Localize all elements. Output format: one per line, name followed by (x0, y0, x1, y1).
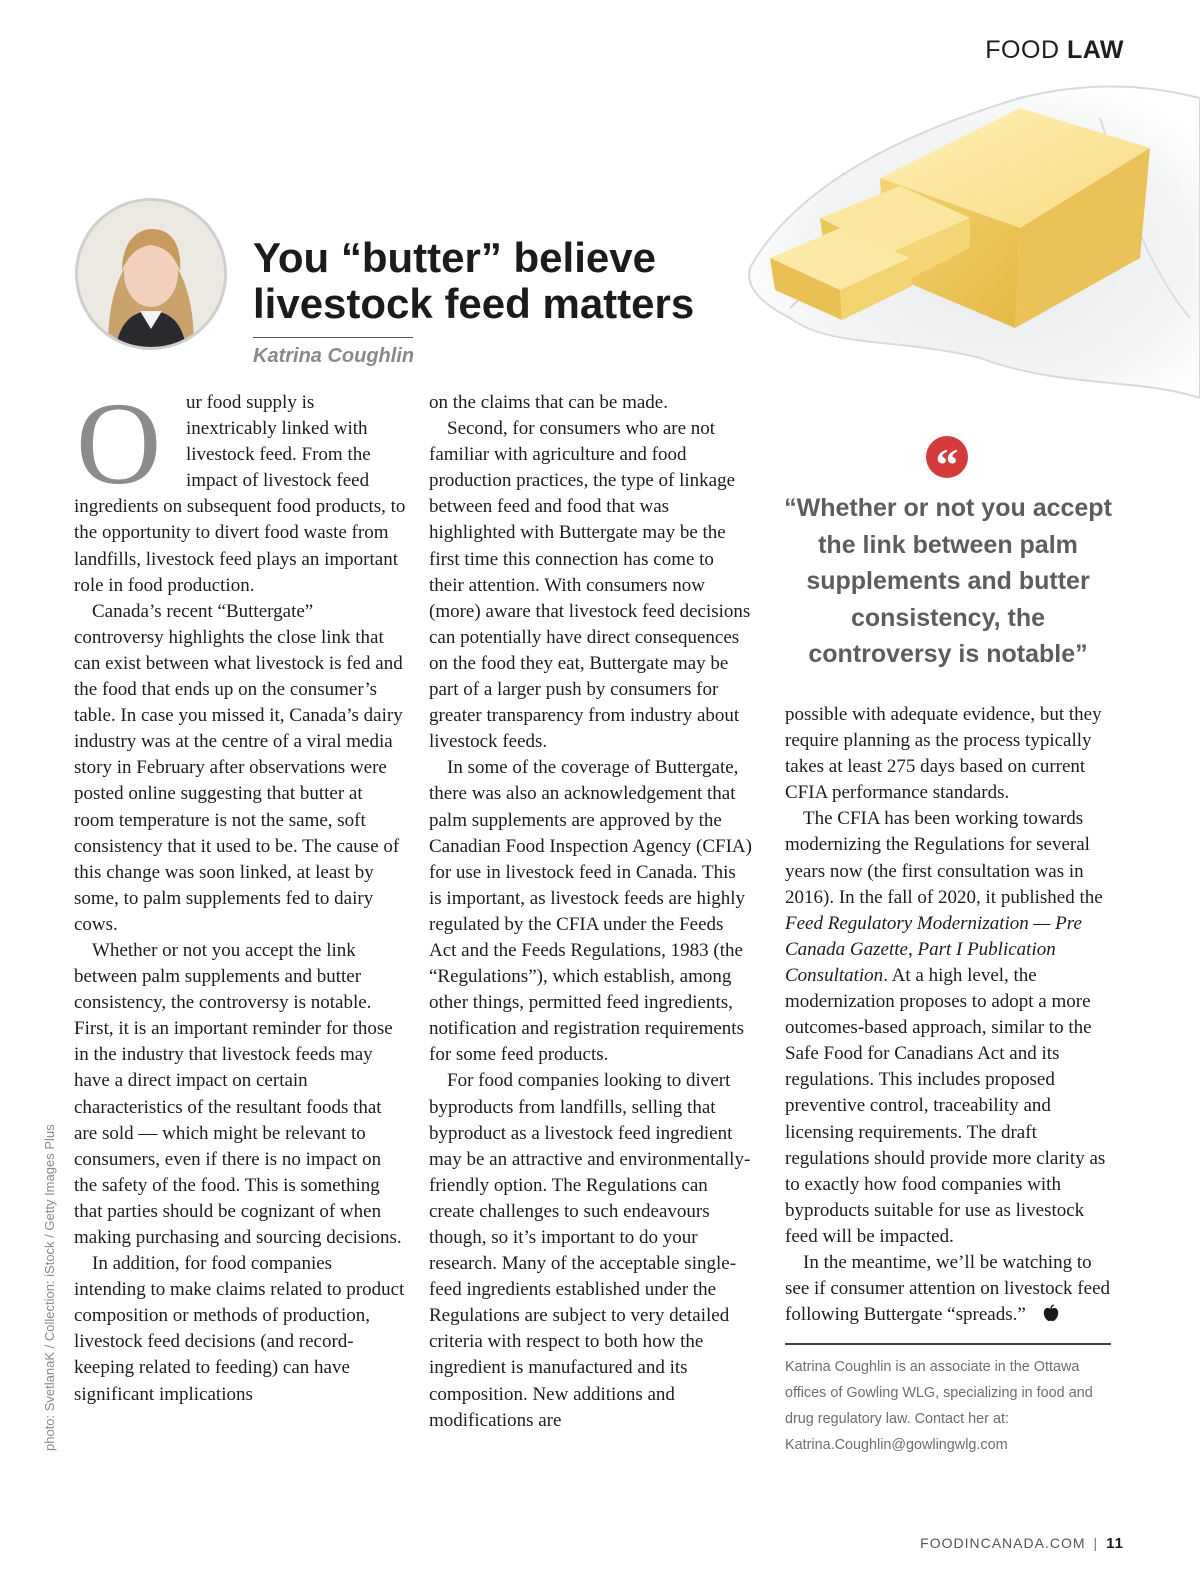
article-title: You “butter” believe livestock feed matters (253, 234, 695, 327)
bio-divider (785, 1343, 1111, 1345)
author-bio: Katrina Coughlin is an associate in the Ottawa offices of Gowling WLG, specializing in food and drug regulatory law. Contact her at: Katrina.Coughlin@gowlingwlg.com (785, 1359, 1093, 1453)
paragraph: Canada’s recent “Buttergate” controversy highlights the close link that can exist between what livestock is fed and the food that ends up on the consumer’s table. In case you missed it, Canada’s dairy industry was at the centre of a viral media story in February after observations were posted online suggesting that butter at room temperature is not the same, soft consistency that it used to be. The cause of this change was soon linked, at least by some, to palm supplements fed to dairy cows. (74, 600, 403, 935)
paragraph: possible with adequate evidence, but they require planning as the process typically takes at least 275 days based on current CFIA performance standards. (785, 704, 1102, 804)
page-footer (920, 1535, 1124, 1552)
quote-mark-icon: “ (926, 436, 968, 478)
section-label-prefix: FOOD (985, 36, 1060, 64)
paragraph-text: The CFIA has been working towards modernizing the Regulations for several years now (the first consultation was in 2016). In the fall of 2020, it published the (785, 808, 1103, 908)
pull-quote: “Whether or not you accept the link between palm supplements and butter consistency, the controversy is notable” (784, 494, 1112, 668)
paragraph-text: In the meantime, we’ll be watching to see if consumer attention on livestock feed following Buttergate “spreads.” (785, 1251, 1111, 1326)
site-name: FOODINCANADA.COM (920, 1535, 1086, 1551)
paragraph: Second, for consumers who are not familiar with agriculture and food production practices, the type of linkage between feed and food that was highlighted with Buttergate may be the first time this connection has come to their attention. With consumers now (more) aware that livestock feed decisions can potentially have direct consequences on the food they eat, Buttergate may be part of a larger push by consumers for greater transparency from industry about livestock feeds. (429, 418, 751, 753)
apple-icon (1042, 1304, 1060, 1322)
page-number: 11 (1106, 1535, 1124, 1552)
article-column-2 (429, 390, 753, 1434)
publication-title: Feed Regulatory Modernization — Pre Canada Gazette, Part I Publication Consultation (785, 912, 1082, 986)
paragraph: For food companies looking to divert byproducts from landfills, selling that byproduct as a livestock feed ingredient may be an attractive and environmentally-friendly option. The Regulations can create challenges to such endeavours though, so it’s important to do your research. Many of the acceptable single-feed ingredients established under the Regulations are subject to very detailed criteria with respect to both how the ingredient is manufactured and its composition. New additions and modifications are (429, 1070, 751, 1431)
title-divider (253, 337, 413, 338)
article-column-3 (785, 702, 1110, 1328)
paragraph-text: ur food supply is inextricably linked with livestock feed. From the impact of livestock feed ingredients on subsequent food products, to the opportunity to divert food waste from landfills, livestock feed plays an important role in food production. (74, 392, 406, 596)
section-label-bold: LAW (1066, 36, 1124, 64)
article-column-1 (74, 378, 406, 1408)
paragraph: on the claims that can be made. (429, 392, 668, 413)
author-portrait (75, 198, 227, 350)
paragraph: In addition, for food companies intending to make claims related to product composition or methods of production, livestock feed decisions (and record-keeping related to feeding) can have significant implications (74, 1253, 405, 1405)
photo-credit: photo: SvetlanaK / Collection: iStock / Getty Images Plus (42, 1124, 57, 1451)
paragraph: Whether or not you accept the link between palm supplements and butter consistency, the controversy is notable. First, it is an important reminder for those in the industry that livestock feeds may have a direct impact on certain characteristics of the resultant foods that are sold — which might be relevant to consumers, even if there is no impact on the safety of the food. This is something that parties should be cognizant of when making purchasing and sourcing decisions. (74, 939, 402, 1248)
footer-separator: | (1093, 1535, 1099, 1551)
portrait-image (78, 201, 224, 347)
author-byline: Katrina Coughlin (253, 345, 415, 367)
paragraph (785, 806, 1110, 1250)
drop-cap: O (76, 378, 162, 509)
paragraph (785, 1250, 1110, 1328)
paragraph-text: . At a high level, the modernization proposes to adopt a more outcomes-based approach, similar to the Safe Food for Canadians Act and its regulations. This includes proposed preventive control, traceability and licensing requirements. The draft regulations should provide more clarity as to exactly how food companies with byproducts suitable for use as livestock feed will be impacted. (785, 964, 1106, 1247)
paragraph: In some of the coverage of Buttergate, there was also an acknowledgement that palm supplements are approved by the Canadian Food Inspection Agency (CFIA) for use in livestock feed in Canada. This is important, as livestock feeds are highly regulated by the CFIA under the Feeds Act and the Feeds Regulations, 1983 (the “Regulations”), which establish, among other things, permitted feed ingredients, notification and registration requirements for some feed products. (429, 757, 752, 1066)
paragraph (74, 378, 406, 599)
